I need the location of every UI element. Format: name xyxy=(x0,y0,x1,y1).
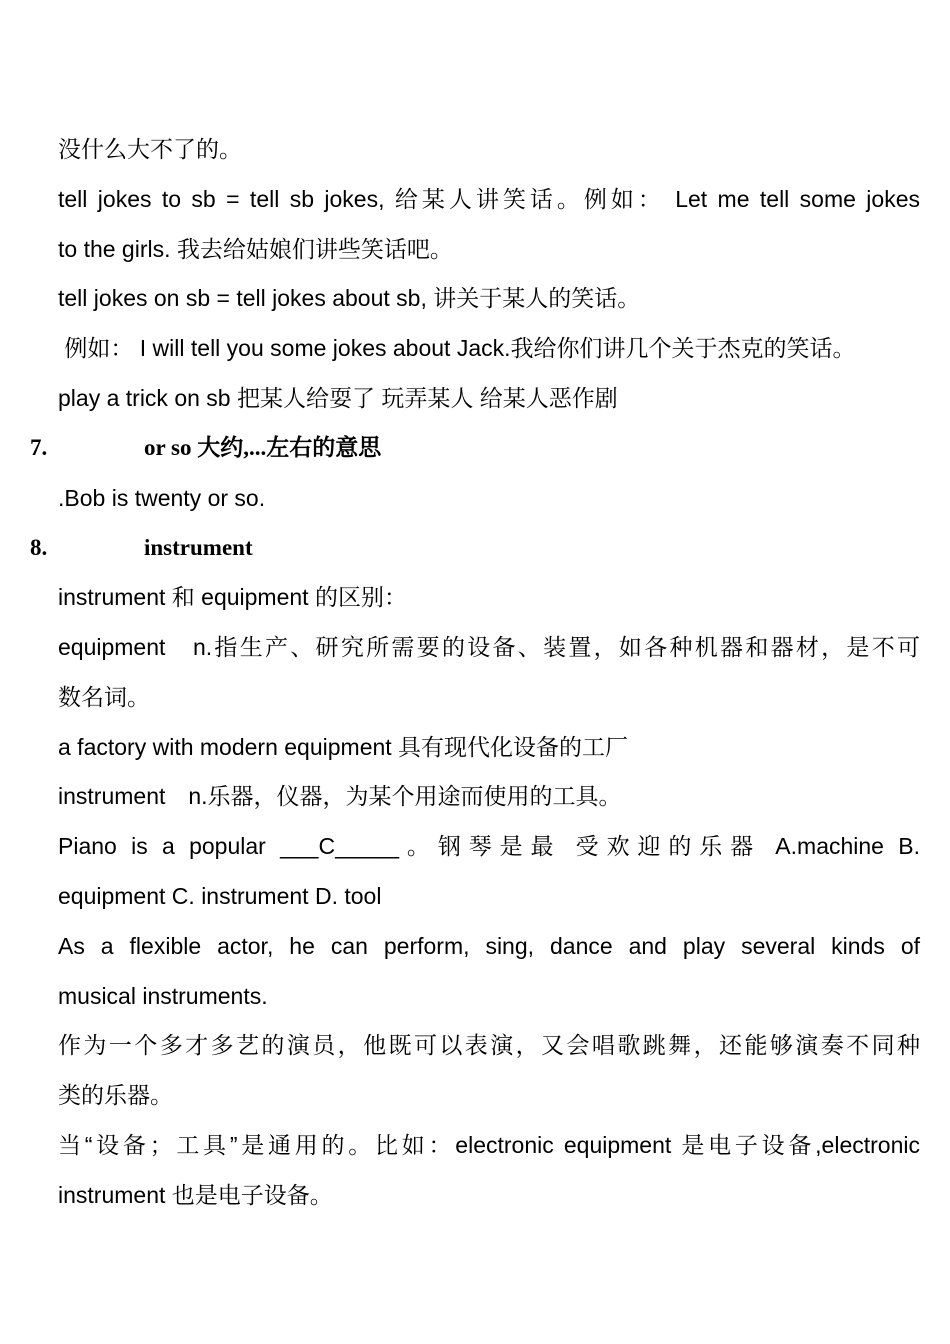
section-heading-8 xyxy=(30,533,253,563)
section-number: 7. xyxy=(30,435,48,460)
section-number: 8. xyxy=(30,535,48,560)
text-line: to the girls. 我去给姑娘们讲些笑话吧。 xyxy=(58,236,453,262)
text-line: As a flexible actor, he can perform, sing, dance and play several kinds of xyxy=(58,933,920,959)
section-heading-7 xyxy=(30,433,381,463)
section-title: instrument xyxy=(144,535,253,560)
text-line: tell jokes on sb = tell jokes about sb, 讲关于某人的笑话。 xyxy=(58,285,641,311)
text-line: Piano is a popular ___C_____。钢琴是最 受欢迎的乐器 A.machine B. xyxy=(58,833,920,859)
text-line: a factory with modern equipment 具有现代化设备的工厂 xyxy=(58,734,629,760)
text-line: 例如： I will tell you some jokes about Jack.我给你们讲几个关于杰克的笑话。 xyxy=(58,335,856,361)
text-line: 当“设备；工具”是通用的。比如：electronic equipment 是电子设备,electronic xyxy=(58,1132,920,1158)
text-line: equipment C. instrument D. tool xyxy=(58,883,382,909)
text-line: instrument 和 equipment 的区别： xyxy=(58,584,407,610)
section-title: or so 大约,...左右的意思 xyxy=(144,435,382,460)
text-line: 类的乐器。 xyxy=(58,1082,173,1108)
text-line: 没什么大不了的。 xyxy=(58,136,242,162)
text-line: musical instruments. xyxy=(58,983,268,1009)
text-line: equipment n.指生产、研究所需要的设备、装置，如各种机器和器材，是不可 xyxy=(58,634,920,660)
text-line: 数名词。 xyxy=(58,684,150,710)
text-line: .Bob is twenty or so. xyxy=(58,485,266,511)
text-line: instrument 也是电子设备。 xyxy=(58,1182,333,1208)
text-line: instrument n.乐器，仪器，为某个用途而使用的工具。 xyxy=(58,783,622,809)
text-line: 作为一个多才多艺的演员，他既可以表演，又会唱歌跳舞，还能够演奏不同种 xyxy=(58,1032,920,1058)
text-line: play a trick on sb 把某人给耍了 玩弄某人 给某人恶作剧 xyxy=(58,385,618,411)
text-line: tell jokes to sb = tell sb jokes, 给某人讲笑话。例如： Let me tell some jokes xyxy=(58,186,920,212)
